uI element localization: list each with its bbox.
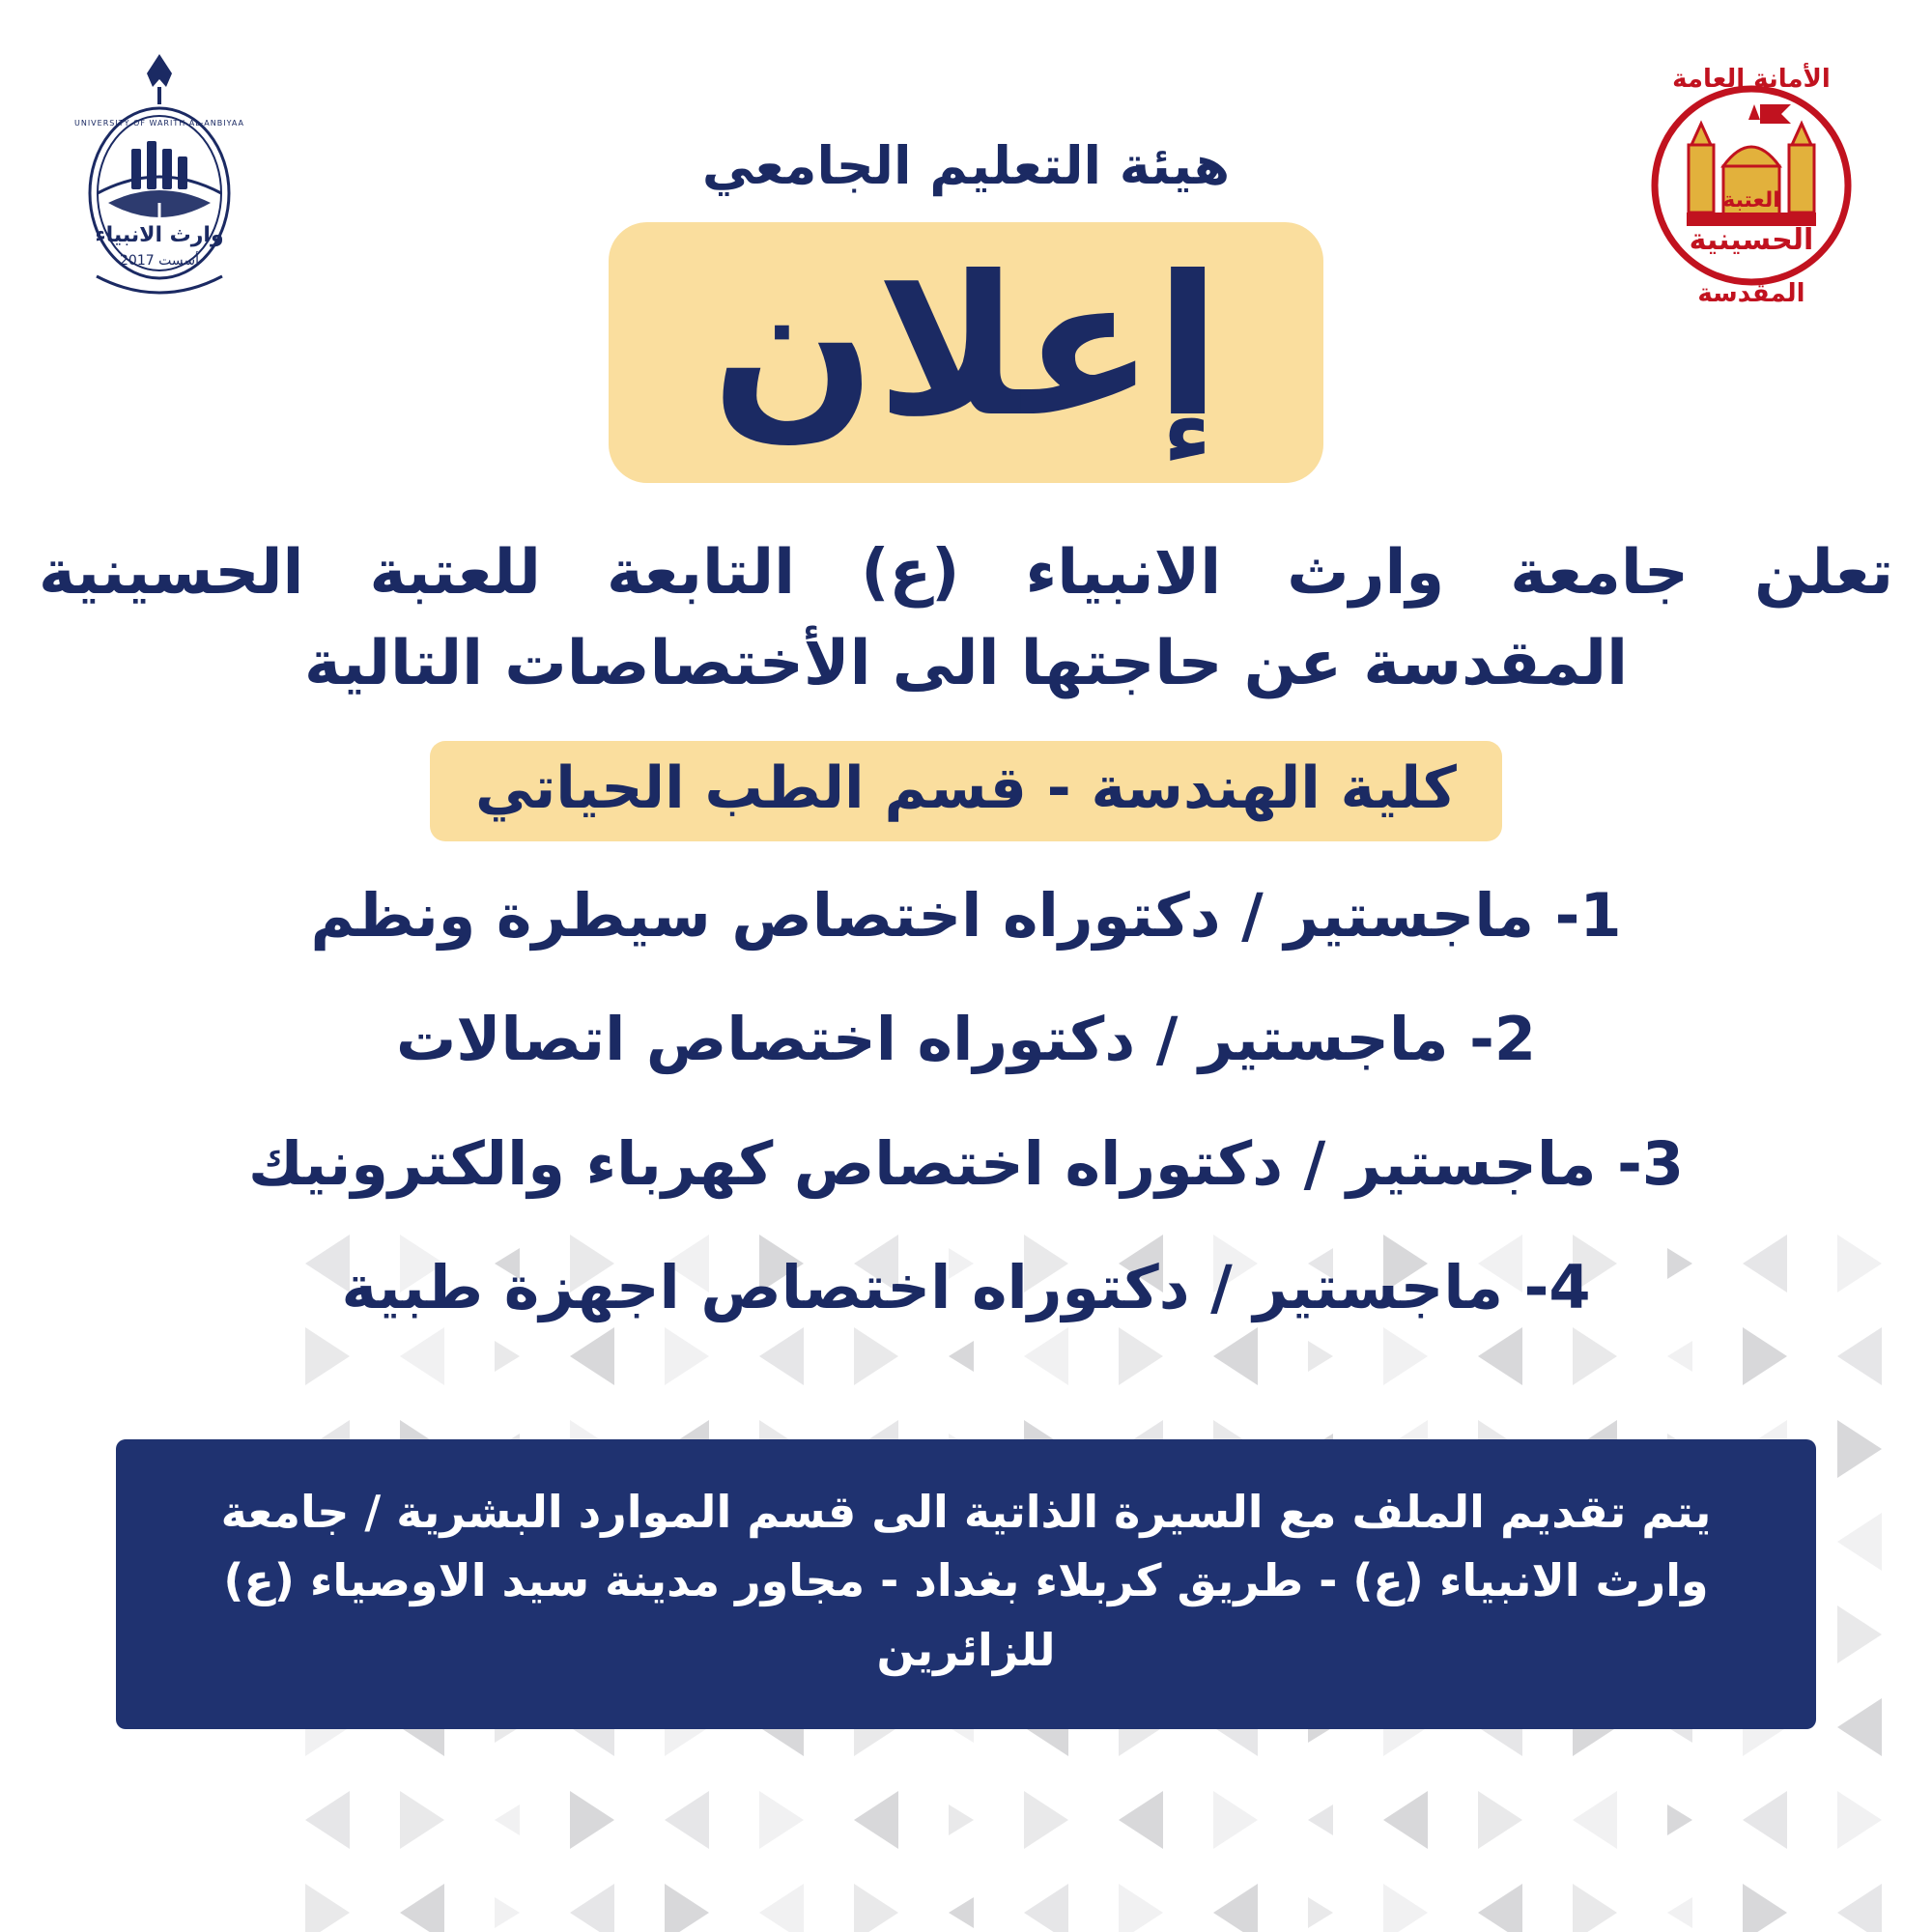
list-item: 3- ماجستير / دكتوراه اختصاص كهرباء والكترونيك [248,1127,1684,1199]
footer-line-2: وارث الانبياء (ع) - طريق كربلاء بغداد - مجاور مدينة سيد الاوصياء (ع) للزائرين [223,1554,1709,1676]
intro-paragraph [29,531,1903,706]
intro-line-2: المقدسة عن حاجتها الى الأختصاصات التالية [304,628,1628,700]
footer-line-1: يتم تقديم الملف مع السيرة الذاتية الى قسم الموارد البشرية / جامعة [220,1486,1712,1539]
list-item: 4- ماجستير / دكتوراه اختصاص اجهزة طبية [341,1251,1591,1322]
list-item: 1- ماجستير / دكتوراه اختصاص سيطرة ونظم [310,879,1622,951]
svg-text:المقدسة: المقدسة [1697,279,1805,306]
title-badge [609,222,1323,483]
svg-text:الأمانة العامة: الأمانة العامة [1672,65,1831,94]
list-item: 2- ماجستير / دكتوراه اختصاص اتصالات [395,1004,1537,1075]
title-badge-text: إعلان [711,235,1221,460]
svg-text:UNIVERSITY OF WARITH AL-ANBIYA: UNIVERSITY OF WARITH AL-ANBIYAA [73,119,245,128]
organization-header: هيئة التعليم الجامعي [701,135,1231,196]
intro-line-1: تعلن جامعة وارث الانبياء (ع) التابعة للعتبة الحسينية [39,537,1893,609]
submission-note-box [116,1439,1816,1729]
svg-text:وارث الانبياء: وارث الانبياء [95,223,224,247]
section-banner: كلية الهندسة - قسم الطب الحياتي [430,741,1502,841]
poster-header [0,0,1932,502]
svg-text:الحسينية: الحسينية [1689,223,1814,257]
svg-text:العتبة: العتبة [1722,188,1780,213]
svg-text:أسست 2017: أسست 2017 [120,253,199,269]
specializations-list [0,880,1932,1324]
